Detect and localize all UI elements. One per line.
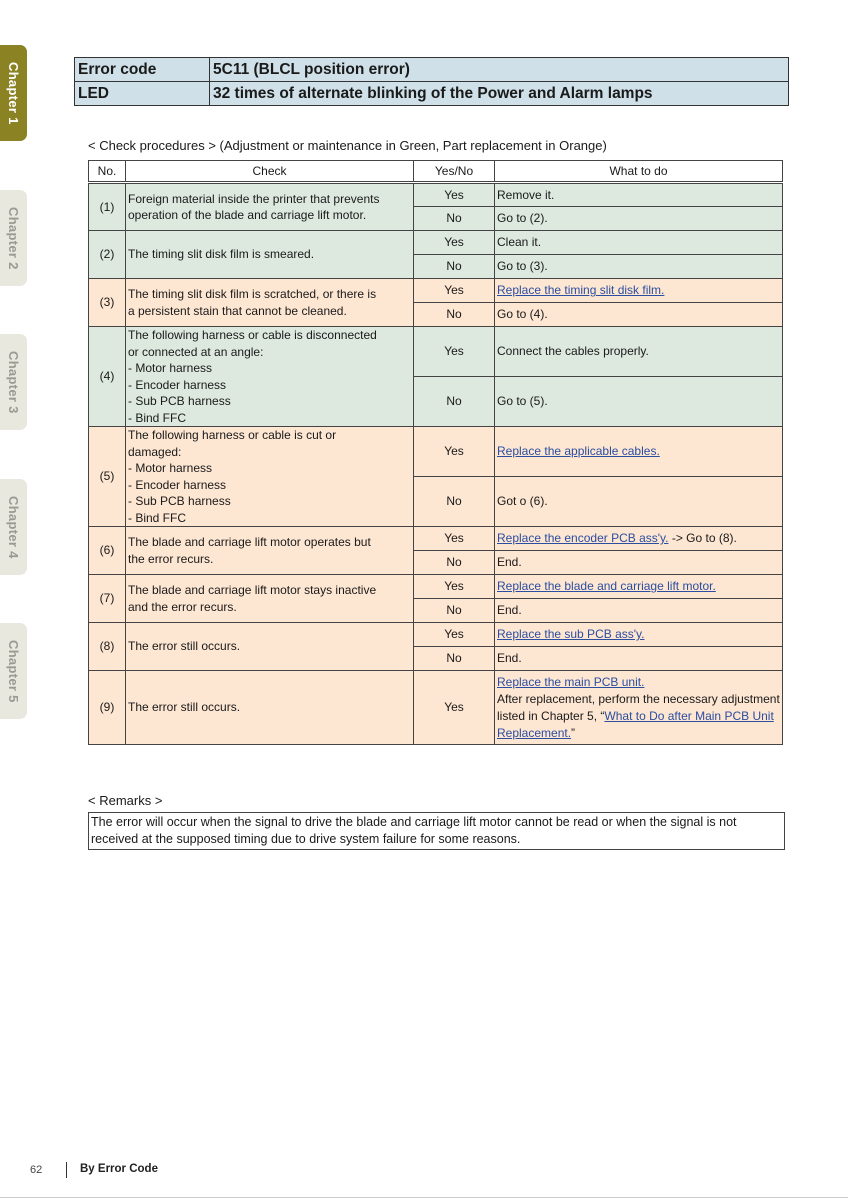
check-description: [126, 327, 414, 427]
no-label: No: [414, 477, 495, 527]
check-procedures-table: [88, 160, 783, 745]
column-header-what-to-do: What to do: [495, 161, 783, 183]
yes-label: Yes: [414, 671, 495, 745]
no-action: Go to (3).: [495, 255, 783, 279]
yes-label: Yes: [414, 427, 495, 477]
check-description: [126, 623, 414, 671]
check-line: The blade and carriage lift motor stays inactive: [128, 583, 377, 597]
no-action: End.: [495, 647, 783, 671]
led-label: LED: [75, 82, 210, 106]
no-label: No: [414, 551, 495, 575]
check-description: [126, 279, 414, 327]
check-line: - Sub PCB harness: [128, 494, 231, 508]
procedure-row: [89, 623, 783, 647]
yes-label: Yes: [414, 327, 495, 377]
remarks-title: < Remarks >: [88, 793, 163, 808]
yes-label: Yes: [414, 623, 495, 647]
no-label: No: [414, 377, 495, 427]
check-description: [126, 671, 414, 745]
no-label: No: [414, 303, 495, 327]
check-line: - Bind FFC: [128, 510, 187, 525]
check-line: The error still occurs.: [128, 639, 241, 654]
step-number: (7): [89, 575, 126, 623]
check-line: operation of the blade and carriage lift motor.: [128, 208, 367, 222]
check-line: or connected at an angle:: [128, 344, 264, 359]
action-text-end: ”: [571, 725, 576, 740]
check-description: [126, 427, 414, 527]
replacement-link[interactable]: Replace the applicable cables.: [497, 444, 660, 459]
step-number: (8): [89, 623, 126, 671]
error-header-table: [74, 57, 789, 106]
error-code-value: 5C11 (BLCL position error): [210, 58, 789, 82]
procedure-row: [89, 671, 783, 745]
step-number: (1): [89, 183, 126, 231]
yes-action: [495, 671, 783, 745]
step-number: (4): [89, 327, 126, 427]
chapter-reference-link[interactable]: What to Do after Main PCB Unit Replacement.: [497, 708, 774, 740]
procedure-row: [89, 575, 783, 599]
check-line: The following harness or cable is cut or: [128, 428, 337, 442]
column-header-check: Check: [126, 161, 414, 183]
column-header-yes-no: Yes/No: [414, 161, 495, 183]
check-line: - Motor harness: [128, 361, 213, 375]
step-number: (6): [89, 527, 126, 575]
chapter-tab-3[interactable]: Chapter 3: [0, 334, 27, 430]
yes-action: [495, 527, 783, 551]
no-action: End.: [495, 599, 783, 623]
no-label: No: [414, 647, 495, 671]
yes-action: Connect the cables properly.: [495, 327, 783, 377]
yes-action: Remove it.: [495, 183, 783, 207]
replacement-link[interactable]: Replace the main PCB unit.: [497, 674, 645, 689]
remarks-box: The error will occur when the signal to drive the blade and carriage lift motor cannot be read or when the signal is not received at the supposed timing due to drive system failure for some reasons.: [88, 812, 785, 850]
no-action: Got o (6).: [495, 477, 783, 527]
yes-label: Yes: [414, 183, 495, 207]
replacement-link[interactable]: Replace the sub PCB ass'y.: [497, 627, 645, 642]
no-action: End.: [495, 551, 783, 575]
procedure-row: [89, 183, 783, 207]
yes-label: Yes: [414, 575, 495, 599]
page-number: 62: [30, 1164, 43, 1176]
check-line: - Sub PCB harness: [128, 394, 231, 408]
check-line: the error recurs.: [128, 551, 214, 566]
footer-section-title: By Error Code: [80, 1163, 158, 1175]
footer-divider: [66, 1162, 67, 1178]
check-line: The error still occurs.: [128, 700, 241, 715]
check-line: - Bind FFC: [128, 410, 187, 425]
chapter-tab-5[interactable]: Chapter 5: [0, 623, 27, 719]
check-line: The blade and carriage lift motor operates but: [128, 535, 371, 549]
yes-action: [495, 623, 783, 647]
page-bottom-rule: [0, 1197, 848, 1198]
no-label: No: [414, 599, 495, 623]
no-action: Go to (2).: [495, 207, 783, 231]
yes-action: Clean it.: [495, 231, 783, 255]
step-number: (3): [89, 279, 126, 327]
no-label: No: [414, 207, 495, 231]
check-line: The following harness or cable is disconnected: [128, 328, 377, 342]
procedure-row: [89, 327, 783, 377]
check-line: damaged:: [128, 444, 182, 459]
procedure-row: [89, 527, 783, 551]
no-action: Go to (4).: [495, 303, 783, 327]
step-number: (5): [89, 427, 126, 527]
check-line: and the error recurs.: [128, 599, 237, 614]
check-description: [126, 183, 414, 231]
yes-label: Yes: [414, 279, 495, 303]
check-line: Foreign material inside the printer that prevents: [128, 191, 380, 206]
step-number: (2): [89, 231, 126, 279]
check-description: [126, 527, 414, 575]
check-line: The timing slit disk film is smeared.: [128, 247, 315, 262]
action-suffix: -> Go to (8).: [668, 531, 737, 546]
chapter-tab-2[interactable]: Chapter 2: [0, 190, 27, 286]
led-value: 32 times of alternate blinking of the Power and Alarm lamps: [210, 82, 789, 106]
procedure-row: [89, 427, 783, 477]
action-text: After replacement, perform the necessary adjustment listed in Chapter 5, “: [497, 691, 780, 723]
procedure-row: [89, 231, 783, 255]
check-line: - Encoder harness: [128, 377, 227, 392]
step-number: (9): [89, 671, 126, 745]
no-action: Go to (5).: [495, 377, 783, 427]
yes-action: [495, 279, 783, 303]
yes-label: Yes: [414, 231, 495, 255]
check-description: [126, 575, 414, 623]
chapter-tab-1[interactable]: Chapter 1: [0, 45, 27, 141]
procedure-row: [89, 279, 783, 303]
check-line: - Motor harness: [128, 461, 213, 475]
replacement-link[interactable]: Replace the timing slit disk film.: [497, 283, 665, 298]
yes-label: Yes: [414, 527, 495, 551]
check-line: The timing slit disk film is scratched, or there is: [128, 287, 377, 301]
yes-action: [495, 427, 783, 477]
replacement-link[interactable]: Replace the blade and carriage lift motor.: [497, 579, 716, 594]
error-code-label: Error code: [75, 58, 210, 82]
yes-action: [495, 575, 783, 599]
check-line: a persistent stain that cannot be cleaned.: [128, 303, 347, 318]
replacement-link[interactable]: Replace the encoder PCB ass'y.: [497, 531, 669, 546]
check-description: [126, 231, 414, 279]
check-line: - Encoder harness: [128, 477, 227, 492]
chapter-tab-4[interactable]: Chapter 4: [0, 479, 27, 575]
no-label: No: [414, 255, 495, 279]
column-header-no: No.: [89, 161, 126, 183]
check-procedures-caption: < Check procedures > (Adjustment or maintenance in Green, Part replacement in Orange): [88, 138, 607, 153]
